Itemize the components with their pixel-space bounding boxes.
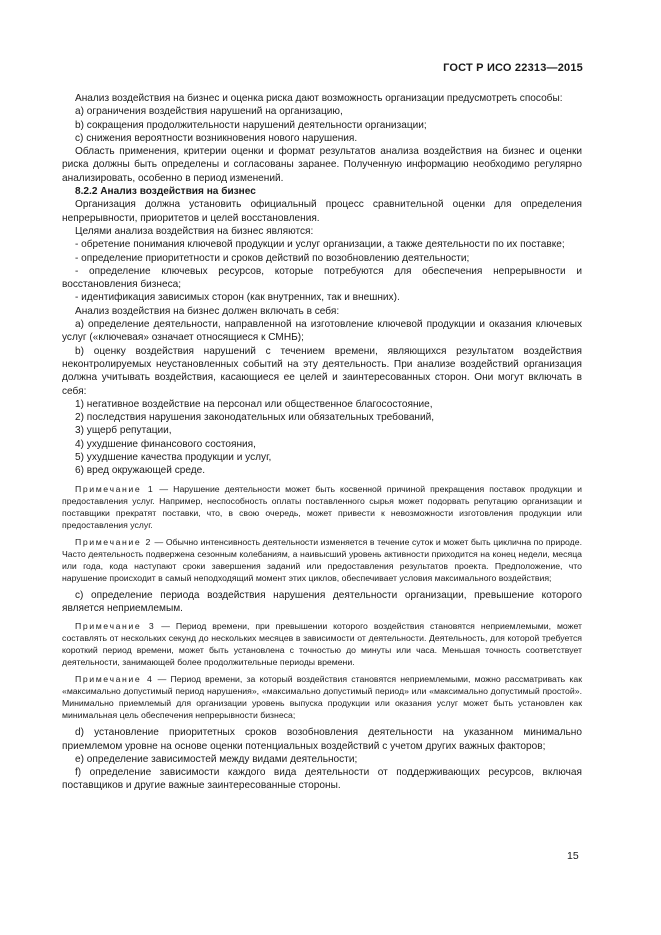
paragraph: Область применения, критерии оценки и формат результатов анализа воздействия на бизнес и оценки риска должны быть определены и согласованы заранее. Полученную информацию необходимо регулярно анализировать, особенно в период изменений. — [62, 146, 582, 184]
list-item: с) определение периода воздействия нарушения деятельности организации, превышение которого является неприемлемым. — [62, 589, 582, 614]
paragraph: Анализ воздействия на бизнес и оценка риска дают возможность организации предусмотреть способы: — [75, 93, 563, 104]
list-item: - идентификация зависимых сторон (как внутренних, так и внешних). — [75, 292, 400, 304]
note-text: — Период времени, за который воздействия становятся неприемлемыми, можно рассматривать как «максимально допустимый период нарушения», «максимально допустимый период» или «максимально допустимый простой». Минимально приемлемый для организации уровень выпуска продукции или оказания услуг может быть установлен как минимальная цель обеспечения непрерывности бизнеса; — [62, 674, 582, 721]
paragraph: Организация должна установить официальный процесс сравнительной оценки для определения непрерывности, приоритетов и целей восстановления. — [62, 199, 582, 224]
list-item: 3) ущерб репутации, — [75, 425, 172, 437]
list-item: е) определение зависимостей между видами деятельности; — [75, 753, 358, 765]
paragraph: Целями анализа воздействия на бизнес являются: — [75, 225, 314, 237]
list-item: 6) вред окружающей среде. — [75, 465, 206, 477]
list-item: - определение ключевых ресурсов, которые потребуются для обеспечения непрерывности и восстановления бизнеса; — [62, 265, 582, 291]
note — [62, 536, 582, 584]
document-body — [62, 92, 582, 793]
list-item: d) установление приоритетных сроков возобновления деятельности на указанном минимально приемлемом уровне на основе оценки потенциальных воздействий с учетом других важных факторов; — [62, 727, 582, 752]
note-label: Примечание 2 — [75, 536, 152, 547]
section-heading: 8.2.2 Анализ воздействия на бизнес — [75, 186, 256, 198]
list-item: с) снижения вероятности возникновения нового нарушения. — [75, 132, 358, 144]
note-text: — Период времени, при превышении которого воздействия становятся неприемлемыми, может составлять от нескольких секунд до нескольких месяцев в зависимости от деятельности. Деятельность, для которой требуется короткий период времени, может быть установлена с точностью до минуты или часа. Меньшая точность соответствует деятельности, занимающей более продолжительные периоды времени. — [62, 621, 582, 668]
list-item: а) определение деятельности, направленной на изготовление ключевой продукции и оказания ключевых услуг («ключевая» означает относящиеся к СМНБ); — [62, 319, 582, 344]
list-item: а) ограничения воздействия нарушений на организацию, — [75, 106, 343, 118]
list-item: b) сокращения продолжительности нарушений деятельности организации; — [75, 119, 427, 131]
list-item: b) оценку воздействия нарушений с течением времени, являющихся результатом воздействия неконтролируемых неустановленных событий на эту деятельность. При анализе воздействий организация должна учитывать воздействия, касающиеся ее целей и заинтересованных сторон. Они могут включать в себя: — [62, 345, 582, 397]
note — [62, 483, 582, 531]
note — [62, 620, 582, 668]
list-item: f) определение зависимости каждого вида деятельности от поддерживающих ресурсов, включая поставщиков и другие важные заинтересованные стороны. — [62, 767, 582, 792]
note-label: Примечание 3 — [75, 621, 156, 632]
list-item: 1) негативное воздействие на персонал или общественное благосостояние, — [75, 398, 433, 410]
note-label: Примечание 4 — [75, 674, 154, 685]
list-item: 5) ухудшение качества продукции и услуг, — [75, 452, 272, 464]
paragraph: Анализ воздействия на бизнес должен включать в себя: — [75, 305, 340, 317]
note — [62, 673, 582, 721]
note-label: Примечание 1 — [75, 483, 155, 494]
document-header: ГОСТ Р ИСО 22313—2015 — [443, 62, 583, 74]
list-item: - обретение понимания ключевой продукции и услуг организации, а также деятельности по их поставке; — [75, 239, 565, 251]
list-item: 2) последствия нарушения законодательных или обязательных требований, — [75, 412, 435, 424]
note-text: — Нарушение деятельности может быть косвенной причиной прекращения поставок продукции и предоставления услуг. Например, неспособность оплаты поставленного сырья может подорвать репутацию организации и поставщики прекратят поставки, что, в свою очередь, может привести к невозможности изготовления продукции или предоставления услуг. — [62, 483, 582, 530]
note-text: — Обычно интенсивность деятельности изменяется в течение суток и может быть циклична по природе. Часто деятельность подвержена сезонным колебаниям, а наивысший уровень активности приходится на конец недели, месяца или года, кода наступают сроки завершения заданий или предоставления результатов проекта. Предположение, что нарушение происходит в самый неподходящий момент этих циклов, обеспечивает условия максимального воздействия; — [62, 536, 582, 583]
list-item: 4) ухудшение финансового состояния, — [75, 438, 256, 450]
page-number: 15 — [567, 850, 579, 862]
list-item: - определение приоритетности и сроков действий по возобновлению деятельности; — [75, 252, 470, 264]
